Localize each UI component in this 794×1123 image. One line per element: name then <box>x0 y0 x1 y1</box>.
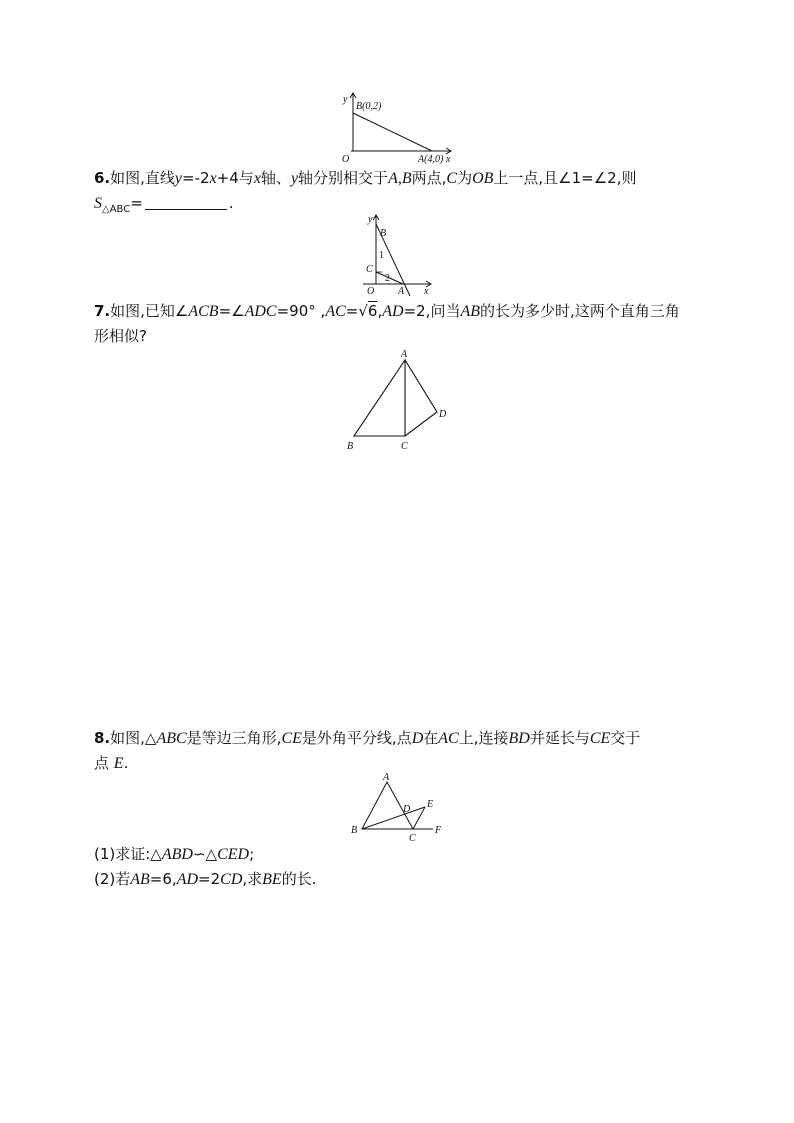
label-o: O <box>342 154 350 165</box>
label-a: A <box>398 286 405 297</box>
label-d: D <box>403 804 411 815</box>
label-y: y <box>368 214 373 225</box>
figure-line-ab <box>338 92 458 164</box>
label-y: y <box>343 94 348 105</box>
label-c: C <box>366 264 373 275</box>
label-angle-2: 2 <box>385 273 390 284</box>
triangle-abc <box>354 360 405 436</box>
answer-blank <box>145 195 227 210</box>
label-d: D <box>439 409 447 420</box>
label-c: C <box>401 441 408 452</box>
label-a: A <box>383 772 390 783</box>
figure-q7 <box>340 345 452 455</box>
label-f: F <box>435 825 442 836</box>
figure-q8 <box>345 770 450 846</box>
part-1: (1)求证:△ABD∽△CED; <box>94 845 255 863</box>
question-6: 6.如图,直线y=-2x+4与x轴、y轴分别相交于A,B两点,C为OB上一点,且∠1=∠2,则 $S_{\triangle ABC}=$ . <box>94 169 637 215</box>
label-angle-1: 1 <box>379 250 384 261</box>
question-number: 8. <box>94 729 111 747</box>
question-8: 8.如图,△ABC是等边三角形,CE是外角平分线,点D在AC上,连接BD并延长与CE交于 点 E. <box>94 729 641 772</box>
label-b: B <box>380 228 387 239</box>
part-2: (2)若AB=6,AD=2CD,求BE的长. <box>94 870 317 888</box>
line-ab <box>353 113 432 151</box>
question-8-parts <box>94 842 704 892</box>
label-a: A <box>401 349 408 360</box>
label-o: O <box>367 286 375 297</box>
question-number: 7. <box>94 302 111 320</box>
label-x: x <box>424 286 429 297</box>
label-b: B <box>347 441 354 452</box>
label-b: B <box>351 825 358 836</box>
question-number: 6. <box>94 169 111 187</box>
label-a: A(4,0) <box>418 154 444 165</box>
question-7: 7.如图,已知∠ACB=∠ADC=90° ,AC=√6,AD=2,问当AB的长为多少时,这两个直角三角 形相似? <box>94 302 680 345</box>
triangle-acd <box>405 360 437 436</box>
label-x: x <box>446 154 451 165</box>
label-c: C <box>409 833 416 844</box>
label-e: E <box>427 799 434 810</box>
figure-q6 <box>358 212 438 298</box>
label-b: B(0,2) <box>356 101 382 112</box>
